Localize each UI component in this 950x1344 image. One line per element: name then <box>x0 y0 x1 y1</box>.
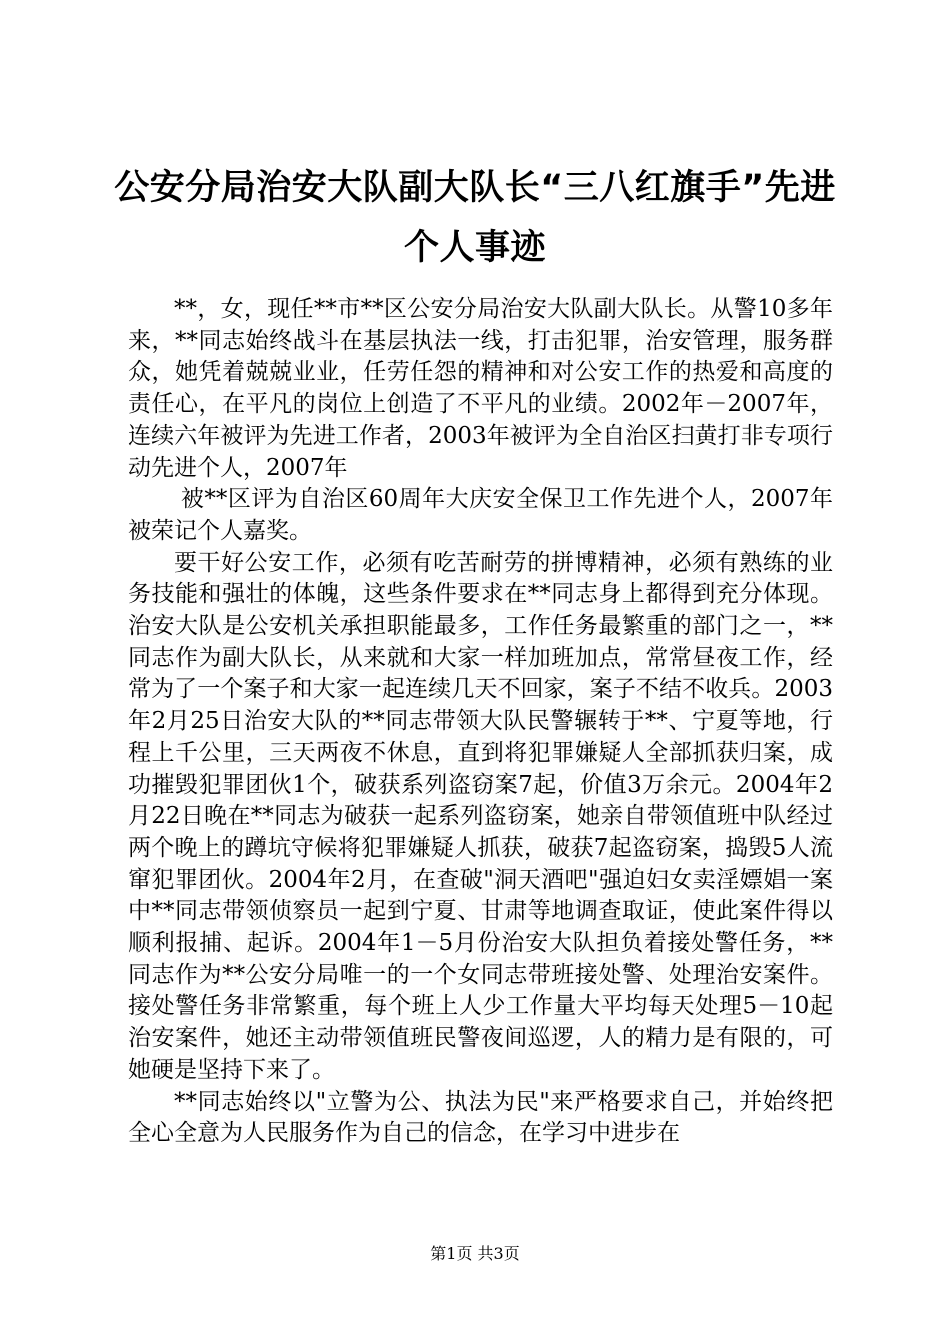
page-number: 第1页 共3页 <box>430 1244 520 1263</box>
paragraph-awards: 被**区评为自治区60周年大庆安全保卫工作先进个人，2007年被荣记个人嘉奖。 <box>128 486 833 544</box>
document-title: 公安分局治安大队副大队长“三八红旗手”先进个人事迹 <box>114 168 836 268</box>
paragraph-work-details: 要干好公安工作，必须有吃苦耐劳的拼博精神，必须有熟练的业务技能和强壮的体魄，这些条件要求在**同志身上都得到充分体现。治安大队是公安机关承担职能最多，工作任务最繁重的部门之一，**同志作为副大队长，从来就和大家一样加班加点，常常昼夜工作，经常为了一个案子和大家一起连续几天不回家，案子不结不收兵。2003年2月25日治安大队的**同志带领大队民警辗转于**、宁夏等地，行程上千公里，三天两夜不休息，直到将犯罪嫌疑人全部抓获归案，成功摧毁犯罪团伙1个，破获系列盗窃案7起，价值3万余元。2004年2月22日晚在**同志为破获一起系列盗窃案，她亲自带领值班中队经过两个晚上的蹲坑守候将犯罪嫌疑人抓获，破获7起盗窃案，捣毁5人流窜犯罪团伙。2004年2月，在查破"洞天酒吧"强迫妇女卖淫嫖娼一案中**同志带领侦察员一起到宁夏、甘肃等地调查取证，使此案件得以顺利报捕、起诉。2004年1－5月份治安大队担负着接处警任务，**同志作为**公安分局唯一的一个女同志带班接处警、处理治安案件。接处警任务非常繁重，每个班上人少工作量大平均每天处理5－10起治安案件，她还主动带领值班民警夜间巡逻，人的精力是有限的，可她硬是坚持下来了。 <box>128 549 833 1083</box>
paragraph-intro: **，女，现任**市**区公安分局治安大队副大队长。从警10多年来，**同志始终战斗在基层执法一线，打击犯罪，治安管理，服务群众，她凭着兢兢业业，任劳任怨的精神和对公安工作的热爱和高度的责任心，在平凡的岗位上创造了不平凡的业绩。2002年－2007年，连续六年被评为先进工作者，2003年被评为全自治区扫黄打非专项行动先进个人，2007年 <box>128 296 833 481</box>
paragraph-principles: **同志始终以"立警为公、执法为民"来严格要求自己，并始终把全心全意为人民服务作为自己的信念，在学习中进步在 <box>128 1088 833 1147</box>
document-body <box>128 294 833 1150</box>
